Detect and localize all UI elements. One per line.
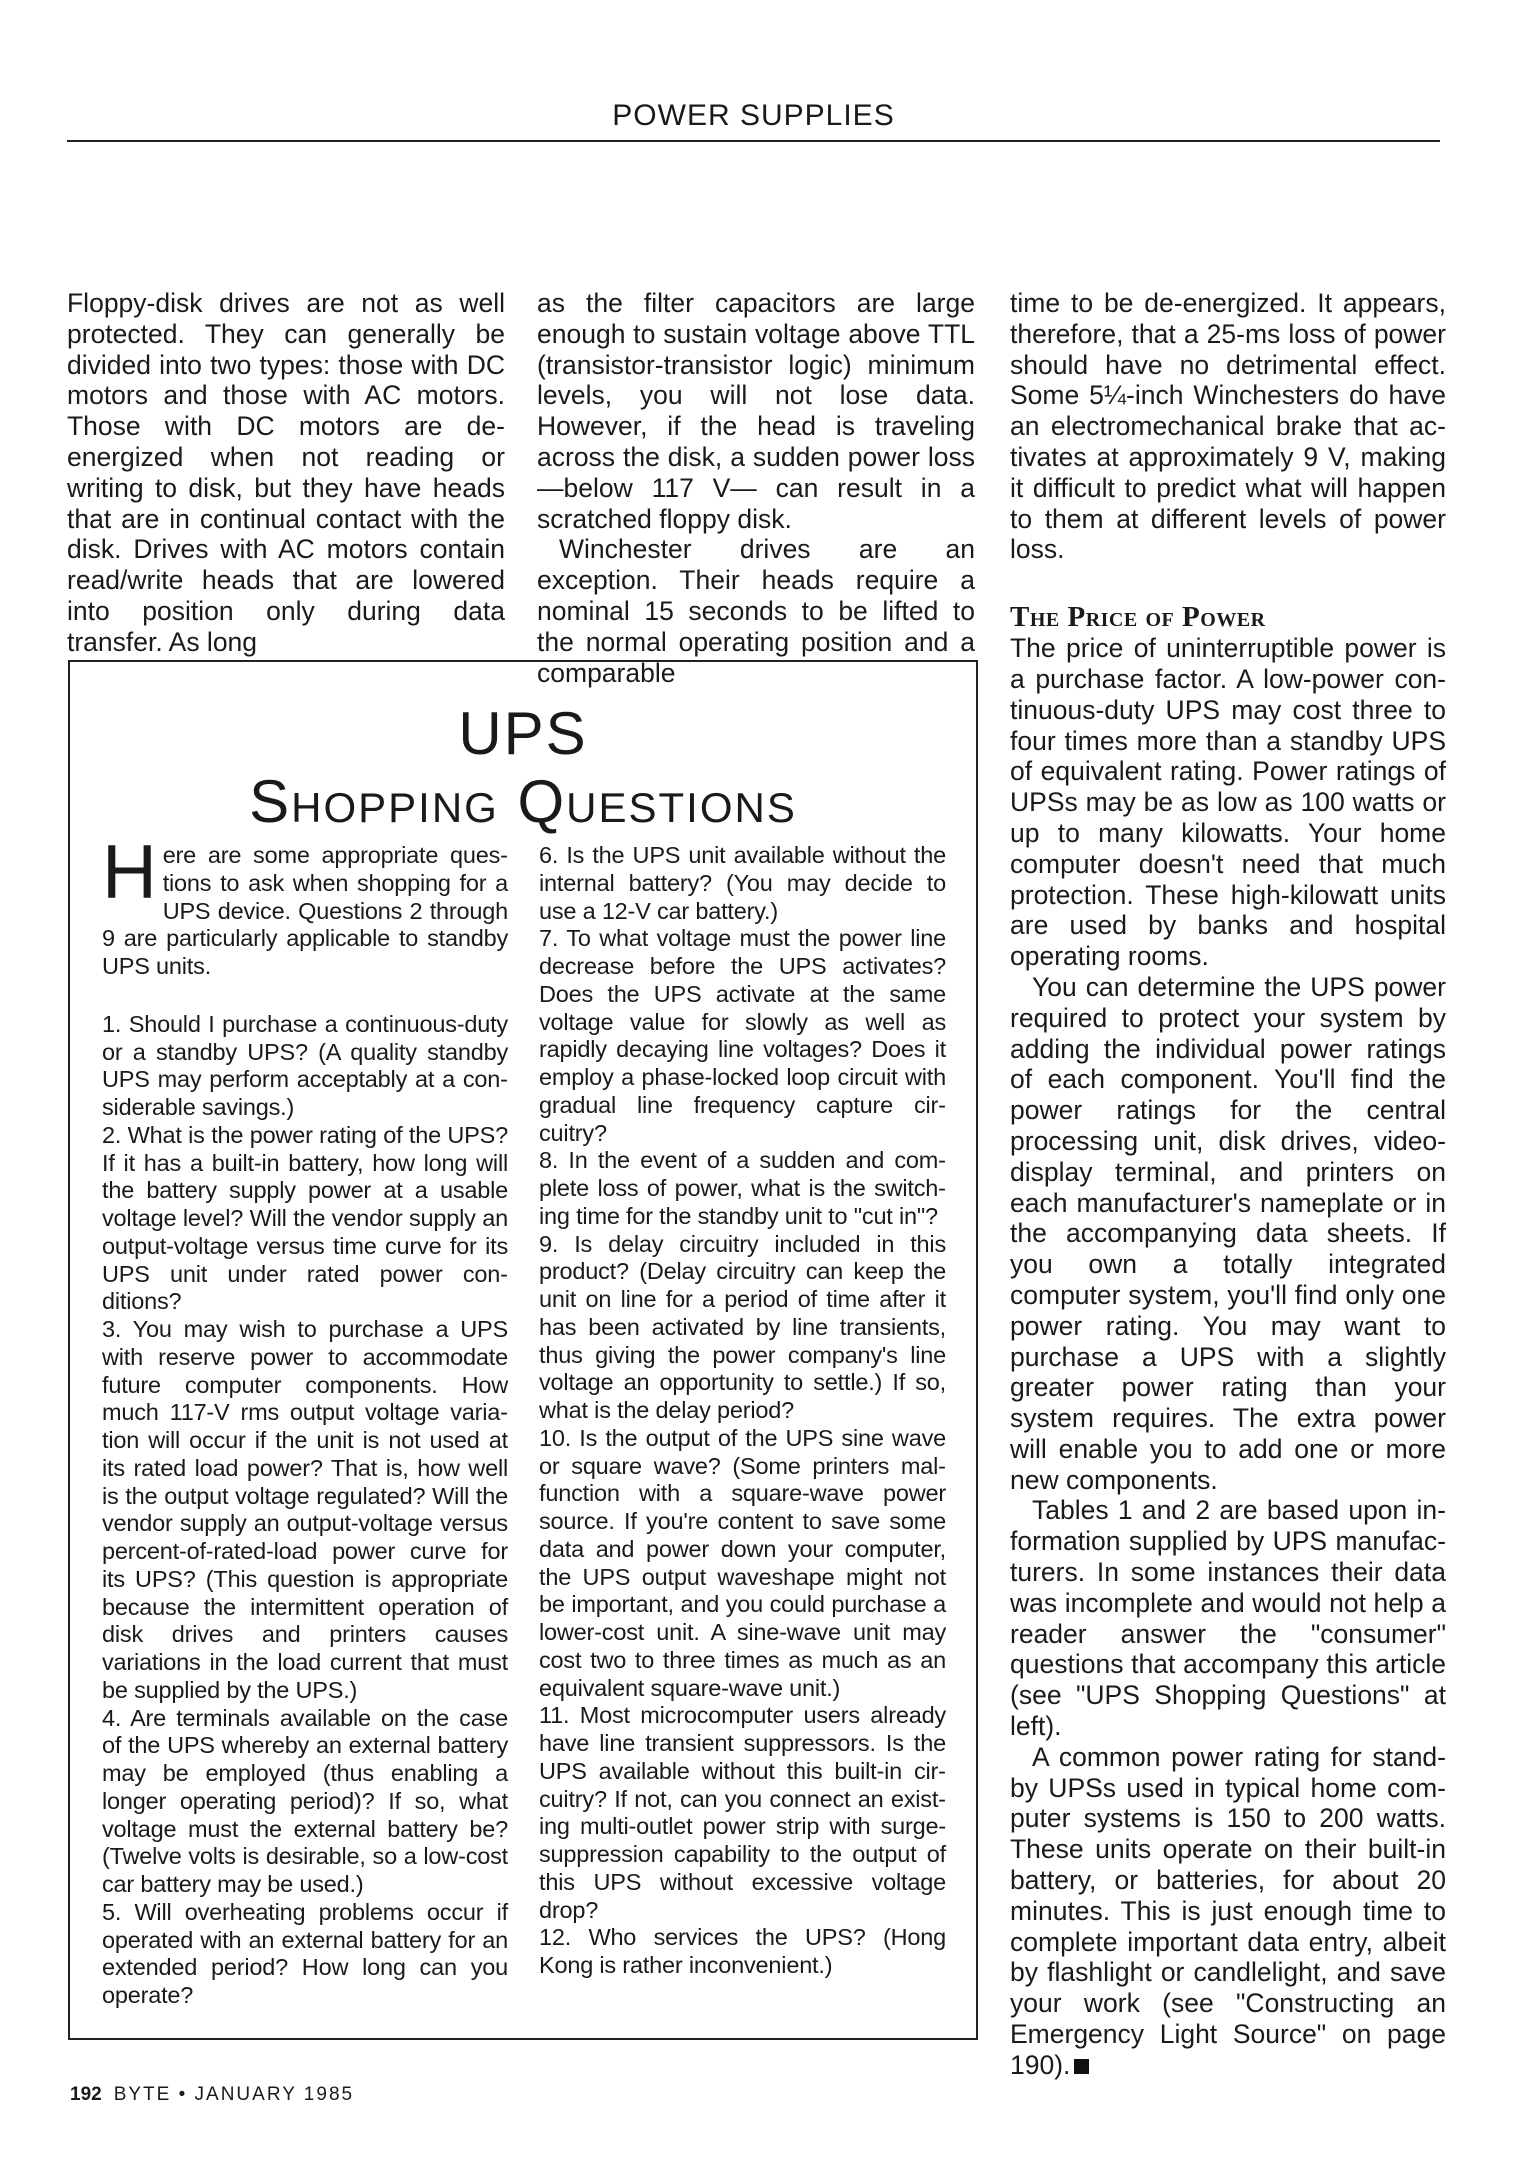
paragraph: Floppy-disk drives are not as well protected. They can generally be divided into two types: those with DC motors and those with AC motors. Those with DC motors are deenergized when not reading or writing to disk, but they have heads that are in continual contact with the disk. Drives with AC motors contain read/​write heads that are lowered into position only during data transfer. As long (67, 288, 505, 657)
section-title: POWER SUPPLIES (612, 99, 895, 132)
publication-line: BYTE • JANUARY 1985 (113, 2084, 355, 2105)
page-footer (70, 2084, 354, 2106)
drop-cap: H (102, 830, 157, 915)
question-6: 6. Is the UPS unit available without the internal battery? (You may decide to use a 12-V car battery.) (539, 842, 946, 924)
section-header (67, 96, 1440, 142)
article-column-2 (537, 288, 975, 688)
question-9: 9. Is delay circuitry included in this product? (Delay circuitry can keep the unit on line for a period of time after it has been activated by line transients, thus giving the power company's line voltage an opportunity to settle.) If so, what is the delay period? (539, 1230, 946, 1423)
paragraph: as the filter capacitors are large enough to sustain voltage above TTL (transistor-transistor logic) minimum levels, you will not lose data. However, if the head is traveling across the disk, a sudden power loss—below 117 V— can result in a scratched floppy disk. (537, 288, 975, 534)
question-5: 5. Will overheating problems occur if operated with an external battery for an extended period? How long can you operate? (102, 1898, 508, 2008)
paragraph: The price of uninterruptible power is a purchase factor. A low-power continuous-duty UPS may cost three to four times more than a standby UPS of equivalent rating. Power ratings of UPSs may be as low as 100 watts or up to many kilowatts. Your home computer doesn't need that much protection. These high-kilowatt units are used by banks and hospital operating rooms. (1010, 633, 1446, 972)
end-mark-icon (1074, 2059, 1089, 2074)
question-3: 3. You may wish to purchase a UPS with reserve power to accommodate future computer components. How much 117-V rms output voltage variation will occur if the unit is not used at its rated load power? That is, how well is the output voltage regulated? Will the vendor supply an output-voltage versus percent-of-rated-load power curve for its UPS? (This question is appropriate because the intermittent operation of disk drives and printers causes variations in the load current that must be supplied by the UPS.) (102, 1316, 508, 1703)
page-number: 192 (70, 2084, 102, 2105)
paragraph-text: A common power rating for standby UPSs used in typical home computer systems is 150 to 200 watts. These units operate on their built-in battery, or batteries, for about 20 minutes. This is just enough time to complete important data entry, albeit by flashlight or candlelight, and save your work (see "Constructing an Emergency Light Source" on page 190). (1010, 1741, 1446, 2080)
sidebar-title (70, 700, 976, 836)
question-1: 1. Should I purchase a continuous-duty or a standby UPS? (A quality standby UPS may perform acceptably at a considerable savings.) (102, 1010, 508, 1120)
sidebar-column-1 (102, 830, 508, 2010)
question-2: 2. What is the power rating of the UPS? If it has a built-in battery, how long will the battery supply power at a usable voltage level? Will the vendor supply an output-voltage versus time curve for its UPS unit under rated power conditions? (102, 1121, 508, 1315)
question-12: 12. Who services the UPS? (Hong Kong is rather inconvenient.) (539, 1924, 946, 1978)
paragraph: Tables 1 and 2 are based upon information supplied by UPS manufacturers. In some instances their data was incomplete and would not help a reader answer the "consumer" questions that accompany this article (see "UPS Shopping Questions" at left). (1010, 1495, 1446, 1742)
sidebar-title-line-1: UPS (458, 700, 588, 767)
article-column-3 (1010, 288, 1446, 2081)
question-8: 8. In the event of a sudden and complete loss of power, what is the switching time for the standby unit to "cut in"? (539, 1147, 946, 1229)
sidebar-column-2 (539, 842, 946, 1980)
subheading-price-of-power: The Price of Power (1010, 601, 1266, 634)
paragraph-final (1010, 1742, 1446, 2081)
question-7: 7. To what voltage must the power line decrease before the UPS activates? Does the UPS activate at the same voltage value for slowly as well as rapidly decaying line voltages? Does it employ a phase-locked loop circuit with gradual line frequency capture circuitry? (539, 925, 946, 1146)
sidebar-title-line-2: Shopping Questions (249, 768, 797, 835)
question-11: 11. Most microcomputer users already have line transient suppressors. Is the UPS available without this built-in circuitry? If not, can you connect an existing multi-outlet power strip with surge-suppression capability to the output of this UPS without excessive voltage drop? (539, 1702, 946, 1923)
question-4: 4. Are terminals available on the case of the UPS whereby an external battery may be employed (thus enabling a longer operating period)? If so, what voltage must the external battery be? (Twelve volts is desirable, so a low-cost car battery may be used.) (102, 1704, 508, 1897)
paragraph: Winchester drives are an exception. Their heads require a nominal 15 seconds to be lifted to the normal operating position and a comparable (537, 534, 975, 688)
article-column-1 (67, 288, 505, 658)
question-10: 10. Is the output of the UPS sine wave or square wave? (Some printers malfunction with a square-wave power source. If you're content to save some data and power down your computer, the UPS output waveshape might not be important, and you could purchase a lower-cost unit. A sine-wave unit may cost two to three times as much as an equivalent square-wave unit.) (539, 1424, 946, 1701)
sidebar-intro (102, 830, 508, 981)
sidebar-box (68, 660, 978, 2040)
paragraph: time to be de-energized. It appears, therefore, that a 25-ms loss of power should have no detrimental effect. Some 5¼-inch Winchesters do have an electromechanical brake that activates at approximately 9 V, making it difficult to predict what will happen to them at different levels of power loss. (1010, 288, 1446, 565)
intro-text: ere are some appropriate questions to ask when shopping for a UPS device. Questions 2 through 9 are particularly applicable to standby UPS units. (102, 842, 508, 979)
paragraph: You can determine the UPS power required to protect your system by adding the individual power ratings of each component. You'll find the power ratings for the central processing unit, disk drives, video-display terminal, and printers on each manufacturer's nameplate or in the accompanying data sheets. If you own a totally integrated computer system, you'll find only one power rating. You may want to purchase a UPS with a slightly greater power rating than your system requires. The extra power will enable you to add one or more new components. (1010, 971, 1446, 1495)
